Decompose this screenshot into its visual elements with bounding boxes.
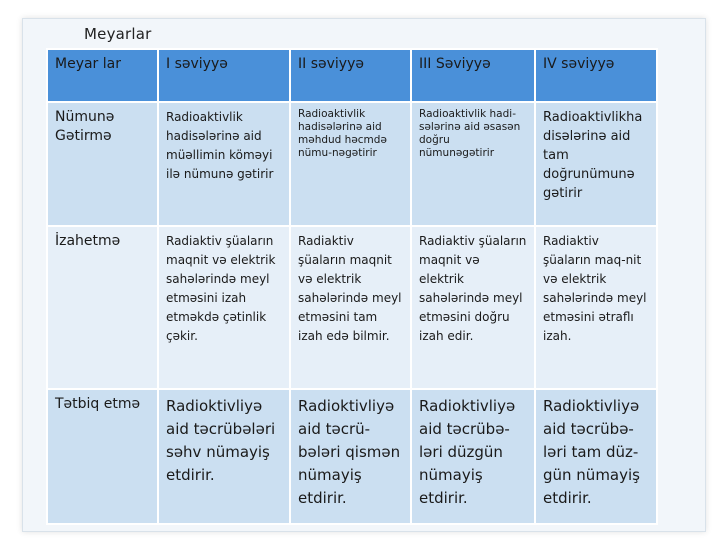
level-cell: Radioaktivlik hadi-sələrinə aid əsasən doğru nümunəgətirir [411,102,535,226]
header-level-2: II səviyyə [290,49,411,102]
table-row [47,389,657,524]
level-cell: Radioktivliyə aid təcrübə-ləri düzgün nümayiş etdirir. [411,389,535,524]
header-level-1: I səviyyə [158,49,290,102]
criteria-table [46,48,658,525]
slide-title: Meyarlar [84,25,152,43]
level-cell: Radioaktivlik hadisələrinə aid müəllimin köməyi ilə nümunə gətirir [158,102,290,226]
level-cell: Radioktivliyə aid təcrü-bələri qismən nümayiş etdirir. [290,389,411,524]
header-level-3: III Səviyyə [411,49,535,102]
header-level-4: IV səviyyə [535,49,657,102]
table-row [47,226,657,389]
level-cell: Radiaktiv şüaların maqnit və elektrik sahələrində meyl etməsini doğru izah edir. [411,226,535,389]
header-criteria: Meyar lar [47,49,158,102]
table-row [47,102,657,226]
level-cell: Radioaktivlikha disələrinə aid tam doğrunümunə gətirir [535,102,657,226]
level-cell: Radiaktiv şüaların maqnit və elektrik sahələrində meyl etməsini izah etməkdə çətinlik çəkir. [158,226,290,389]
level-cell: Radioktivliyə aid təcrübələri səhv nümayiş etdirir. [158,389,290,524]
level-cell: Radioaktivlik hadisələrinə aid məhdud həcmdə nümu-nəgətirir [290,102,411,226]
criterion-cell: Nümunə Gətirmə [47,102,158,226]
table-header-row [47,49,657,102]
criterion-cell: İzahetmə [47,226,158,389]
level-cell: Radiaktiv şüaların maq-nit və elektrik sahələrində meyl etməsini ətraflı izah. [535,226,657,389]
level-cell: Radiaktiv şüaların maqnit və elektrik sahələrində meyl etməsini tam izah edə bilmir. [290,226,411,389]
level-cell: Radioktivliyə aid təcrübə-ləri tam düz-gün nümayiş etdirir. [535,389,657,524]
criterion-cell: Tətbiq etmə [47,389,158,524]
